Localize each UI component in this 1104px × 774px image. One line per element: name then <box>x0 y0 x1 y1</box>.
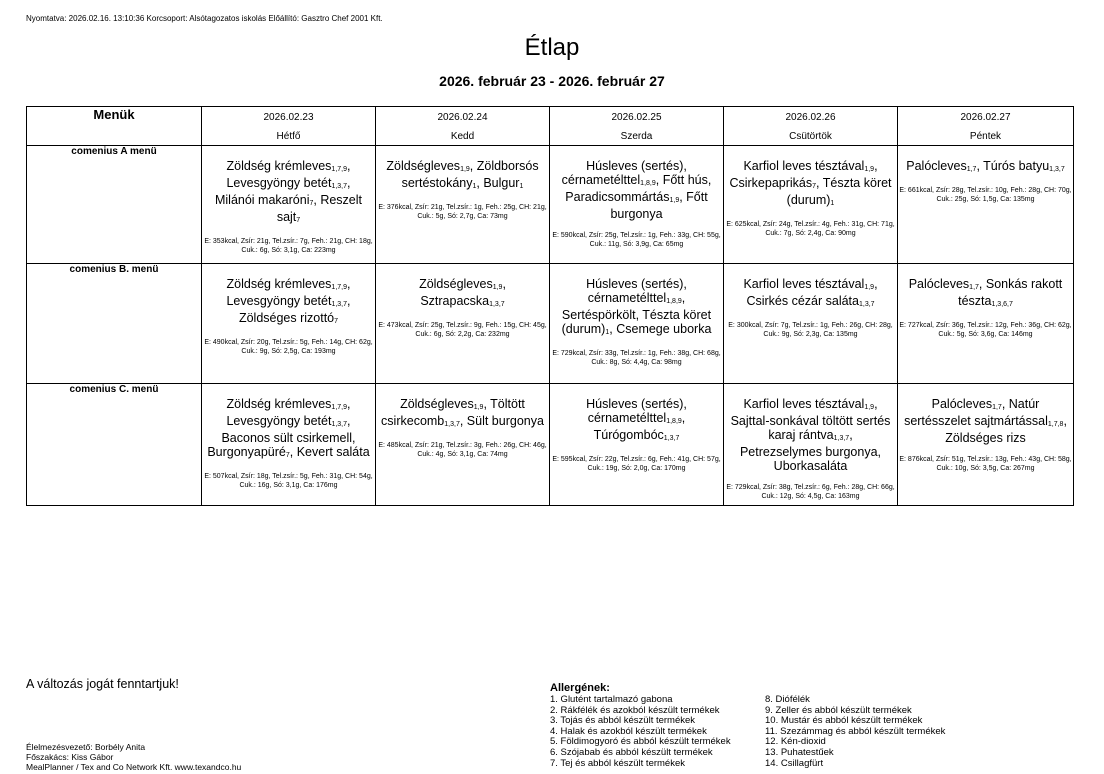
menu-row <box>27 264 1074 384</box>
menus-header: Menük <box>27 107 202 146</box>
nutrition-info: E: 376kcal, Zsír: 21g, Tel.zsír.: 1g, Feh.: 25g, CH: 21g, Cuk.: 5g, Só: 2,7g, Ca: 73mg <box>378 204 547 220</box>
nutrition-info: E: 590kcal, Zsír: 25g, Tel.zsír.: 1g, Feh.: 33g, CH: 55g, Cuk.: 11g, Só: 3,9g, Ca: 65mg <box>552 232 721 248</box>
nutrition-info: E: 729kcal, Zsír: 38g, Tel.zsír.: 6g, Feh.: 28g, CH: 66g, Cuk.: 12g, Só: 4,5g, Ca: 163mg <box>726 484 895 500</box>
staff-line: MealPlanner / Tex and Co Network Kft. www.texandco.hu <box>26 762 242 772</box>
dish-list: Húsleves (sertés), cérnametélttel$_{1,8,9}$, Túrógombóc$_{1,3,7}$ <box>586 397 687 442</box>
nutrition-info: E: 507kcal, Zsír: 18g, Tel.zsír.: 5g, Feh.: 31g, CH: 54g, Cuk.: 16g, Só: 3,1g, Ca: 176mg <box>204 473 373 489</box>
day-date: 2026.02.27 <box>960 112 1011 123</box>
nutrition-info: E: 727kcal, Zsír: 36g, Tel.zsír.: 12g, Feh.: 36g, CH: 62g, Cuk.: 5g, Só: 3,6g, Ca: 146mg <box>899 322 1072 338</box>
nutrition-info: E: 729kcal, Zsír: 33g, Tel.zsír.: 1g, Feh.: 38g, CH: 68g, Cuk.: 8g, Só: 4,4g, Ca: 98mg <box>552 350 721 366</box>
dish-list: Húsleves (sertés), cérnametélttel$_{1,8,9}$, Sertéspörkölt, Tészta köret $(durum)_1$, Csemege uborka <box>561 277 712 336</box>
day-date: 2026.02.25 <box>611 112 662 123</box>
day-date: 2026.02.26 <box>785 112 836 123</box>
print-info-line: Nyomtatva: 2026.02.16. 13:10:36 Korcsoport: Alsótagozatos iskolás Előállító: Gasztro Chef 2001 Kft. <box>26 14 383 23</box>
menu-cell <box>724 264 898 384</box>
menu-cell <box>202 264 376 384</box>
menu-cell <box>898 146 1074 264</box>
allergen-item: 5. Földimogyoró és abból készült termékek <box>550 736 731 748</box>
day-name: Péntek <box>969 131 1002 142</box>
menu-label: comenius B. menü <box>27 264 202 384</box>
day-header-wednesday <box>550 107 724 146</box>
nutrition-info: E: 485kcal, Zsír: 21g, Tel.zsír.: 3g, Feh.: 26g, CH: 46g, Cuk.: 4g, Só: 3,1g, Ca: 74mg <box>378 442 547 458</box>
change-notice: A változás jogát fenntartjuk! <box>26 677 179 691</box>
menu-cell <box>202 384 376 506</box>
dish-list: Zöldség krémleves$_{1,7,9}$, Levesgyöngy betét$_{1,3,7}$, Zöldséges rizottó$_7$ <box>226 277 351 325</box>
allergen-item: 9. Zeller és abból készült termékek <box>765 704 912 716</box>
allergen-item: 12. Kén-dioxid <box>765 736 826 748</box>
allergen-item: 10. Mustár és abból készült termékek <box>765 715 923 727</box>
allergen-item: 14. Csillagfürt <box>765 757 824 769</box>
menu-cell <box>376 146 550 264</box>
allergen-item: 3. Tojás és abból készült termékek <box>550 715 696 727</box>
nutrition-info: E: 661kcal, Zsír: 28g, Tel.zsír.: 10g, Feh.: 28g, CH: 70g, Cuk.: 25g, Só: 1,5g, Ca: 135mg <box>899 187 1072 203</box>
allergen-item: 7. Tej és abból készült termékek <box>550 757 686 769</box>
allergen-item: 2. Rákfélék és azokból készült termékek <box>550 704 720 716</box>
nutrition-info: E: 300kcal, Zsír: 7g, Tel.zsír.: 1g, Feh.: 26g, CH: 28g, Cuk.: 9g, Só: 2,3g, Ca: 135mg <box>728 322 893 338</box>
nutrition-info: E: 490kcal, Zsír: 20g, Tel.zsír.: 5g, Feh.: 14g, CH: 62g, Cuk.: 9g, Só: 2,5g, Ca: 193mg <box>204 339 373 355</box>
dish-list: Palócleves$_{1,7}$, Natúr sertésszelet sajtmártással$_{1,7,8}$, Zöldséges rizs <box>904 397 1067 445</box>
day-header-thursday <box>724 107 898 146</box>
day-name: Kedd <box>450 131 475 142</box>
allergen-list-right <box>765 695 945 769</box>
dish-list: Karfiol leves tésztával$_{1,9}$, Sajttal-sonkával töltött sertés karaj rántva$_{1,3,7}$, Petrezselymes burgonya, Uborkasaláta <box>730 397 891 473</box>
nutrition-info: E: 625kcal, Zsír: 24g, Tel.zsír.: 4g, Feh.: 31g, CH: 71g, Cuk.: 7g, Só: 2,4g, Ca: 90mg <box>726 221 895 237</box>
menu-row <box>27 146 1074 264</box>
staff-info <box>26 742 241 772</box>
staff-line: Főszakács: Kiss Gábor <box>26 752 114 762</box>
date-range: 2026. február 23 - 2026. február 27 <box>439 73 665 89</box>
menu-cell <box>550 384 724 506</box>
dish-list: Zöldségleves$_{1,9}$, Sztrapacska$_{1,3,7}$ <box>419 277 506 308</box>
menu-label: comenius A menü <box>27 146 202 264</box>
nutrition-info: E: 595kcal, Zsír: 22g, Tel.zsír.: 6g, Feh.: 41g, CH: 57g, Cuk.: 19g, Só: 2,0g, Ca: 170mg <box>552 456 721 472</box>
allergen-title: Allergének: <box>550 682 610 694</box>
menu-cell <box>550 264 724 384</box>
allergen-item: 1. Glutént tartalmazó gabona <box>550 694 673 705</box>
allergen-item: 13. Puhatestűek <box>765 746 834 758</box>
day-date: 2026.02.24 <box>437 112 488 123</box>
dish-list: Húsleves (sertés), cérnametélttel$_{1,8,9}$, Főtt hús, Paradicsommártás$_{1,9}$, Főtt burgonya <box>561 159 712 221</box>
menu-table <box>26 106 1074 506</box>
allergen-list-left <box>550 695 731 769</box>
dish-list: Zöldség krémleves$_{1,7,9}$, Levesgyöngy betét$_{1,3,7}$, Baconos sült csirkemell, Burgonyapüré$_7$, Kevert saláta <box>207 397 370 459</box>
nutrition-info: E: 473kcal, Zsír: 25g, Tel.zsír.: 9g, Feh.: 15g, CH: 45g, Cuk.: 6g, Só: 2,2g, Ca: 232mg <box>378 322 547 338</box>
day-name: Hétfő <box>276 131 301 142</box>
dish-list: Zöldségleves$_{1,9}$, Töltött csirkecomb$_{1,3,7}$, Sült burgonya <box>381 397 544 428</box>
menu-cell <box>376 384 550 506</box>
menu-cell <box>898 264 1074 384</box>
nutrition-info: E: 876kcal, Zsír: 51g, Tel.zsír.: 13g, Feh.: 43g, CH: 58g, Cuk.: 10g, Só: 3,5g, Ca: 267mg <box>899 456 1072 472</box>
dish-list: Zöldség krémleves$_{1,7,9}$, Levesgyöngy betét$_{1,3,7}$, Milánói makaróni$_7$, Reszelt sajt$_7$ <box>214 159 363 224</box>
staff-line: Élelmezésvezető: Borbély Anita <box>26 742 146 752</box>
dish-list: Palócleves$_{1,7}$, Túrós batyu$_{1,3,7}$ <box>906 159 1065 173</box>
page-title: Étlap <box>524 34 580 61</box>
dish-list: Karfiol leves tésztával$_{1,9}$, Csirkés cézár saláta$_{1,3,7}$ <box>743 277 878 308</box>
menu-cell <box>724 146 898 264</box>
menu-cell <box>376 264 550 384</box>
menu-cell <box>898 384 1074 506</box>
nutrition-info: E: 353kcal, Zsír: 21g, Tel.zsír.: 7g, Feh.: 21g, CH: 18g, Cuk.: 6g, Só: 3,1g, Ca: 223mg <box>204 238 373 254</box>
day-header-monday <box>202 107 376 146</box>
dish-list: Palócleves$_{1,7}$, Sonkás rakott tészta$_{1,3,6,7}$ <box>908 277 1063 308</box>
menu-cell <box>724 384 898 506</box>
day-header-tuesday <box>376 107 550 146</box>
day-header-friday <box>898 107 1074 146</box>
menu-cell <box>202 146 376 264</box>
day-name: Szerda <box>620 131 653 142</box>
menu-label: comenius C. menü <box>27 384 202 506</box>
allergen-item: 6. Szójabab és abból készült termékek <box>550 746 713 758</box>
allergen-item: 8. Diófélék <box>765 694 810 705</box>
allergen-item: 4. Halak és azokból készült termékek <box>550 725 707 737</box>
dish-list: Zöldségleves$_{1,9}$, Zöldborsós sertéstokány$_1$, Bulgur$_1$ <box>386 159 539 190</box>
menu-row <box>27 384 1074 506</box>
allergen-item: 11. Szezámmag és abból készült termékek <box>765 725 946 737</box>
dish-list: Karfiol leves tésztával$_{1,9}$, Csirkepaprikás$_7$, Tészta köret $(durum)_1$ <box>729 159 892 207</box>
day-name: Csütörtök <box>789 131 832 142</box>
menu-cell <box>550 146 724 264</box>
day-date: 2026.02.23 <box>263 112 314 123</box>
allergen-legend <box>550 682 946 769</box>
